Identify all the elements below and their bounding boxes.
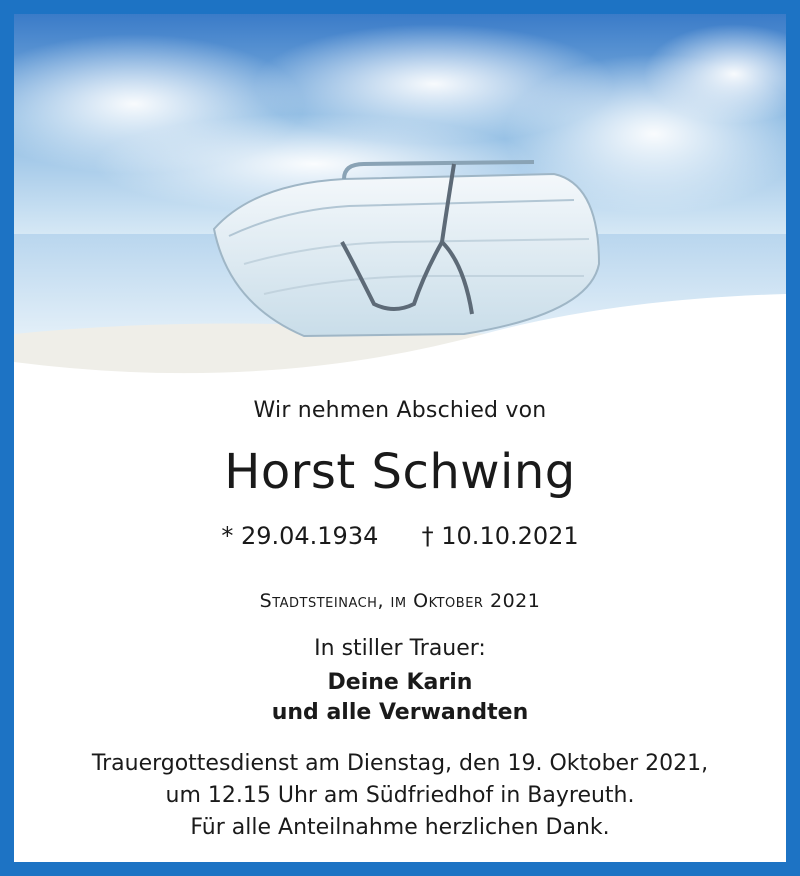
death-date: † 10.10.2021 [421,522,579,550]
intro-line: Wir nehmen Abschied von [253,398,547,423]
service-line-3: Für alle Anteilnahme herzlichen Dank. [190,815,610,840]
service-line-2: um 12.15 Uhr am Südfriedhof in Bayreuth. [165,783,635,808]
family-line-1: Deine Karin [327,670,473,695]
deceased-name: Horst Schwing [224,444,576,500]
service-details [14,748,786,844]
family-line-2: und alle Verwandten [271,700,529,725]
mourning-line: In stiller Trauer: [314,636,486,661]
boat-on-beach-photo [14,14,786,386]
life-dates [14,522,786,550]
place-and-date: Stadtsteinach, im Oktober 2021 [259,590,541,612]
service-line-1: Trauergottesdienst am Dienstag, den 19. Oktober 2021, [91,751,709,776]
birth-date: * 29.04.1934 [221,522,379,550]
